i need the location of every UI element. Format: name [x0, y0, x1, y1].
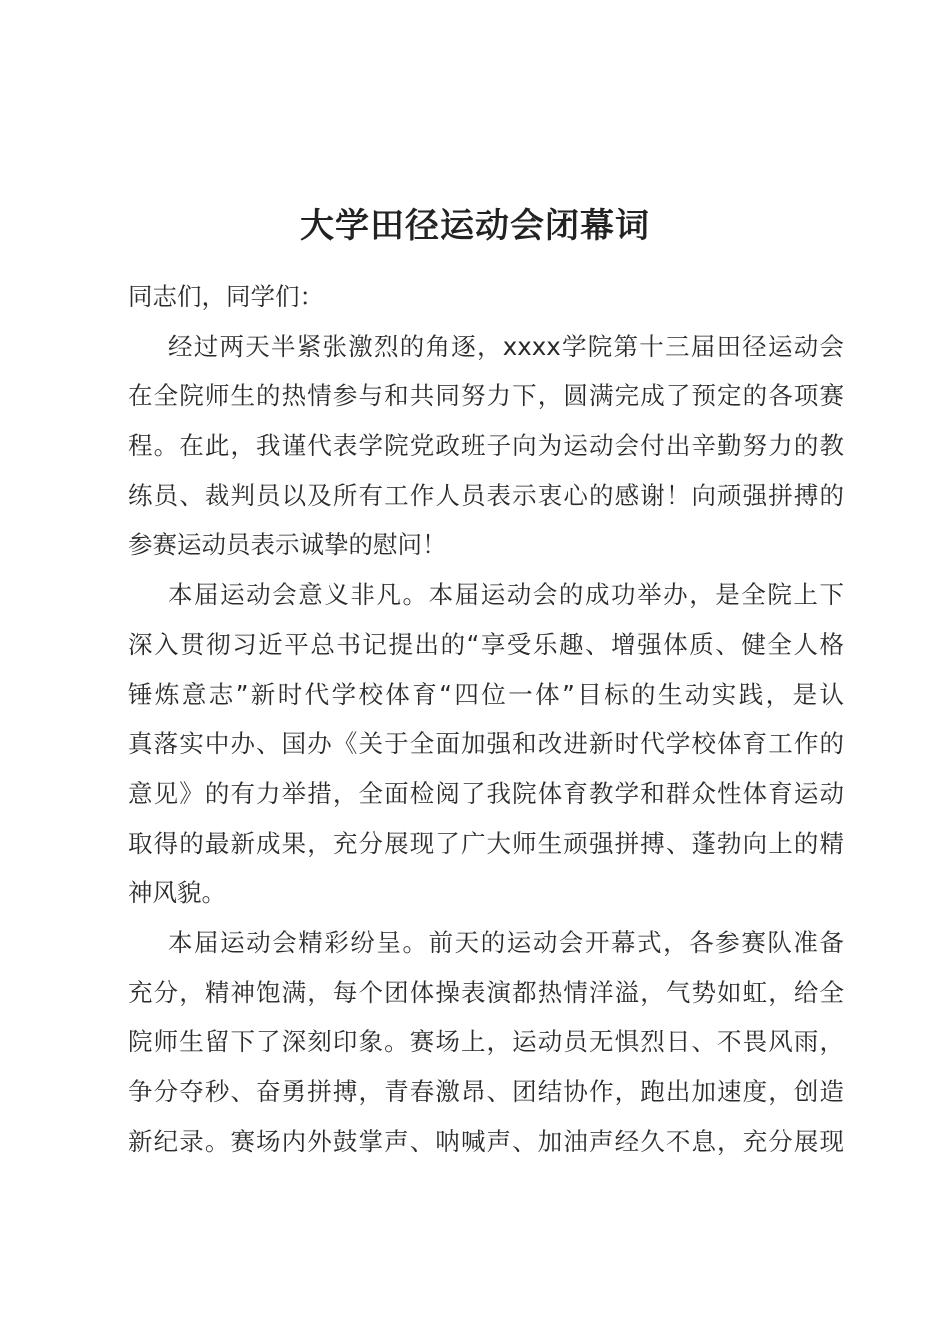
paragraph-1-line-3: 程。在此，我谨代表学院党政班子向为运动会付出辛勤努力的教	[128, 431, 844, 461]
paragraph-3-line-2: 充分，精神饱满，每个团体操表演都热情洋溢，气势如虹，给全	[128, 977, 844, 1007]
paragraph-2-line-2: 深入贯彻习近平总书记提出的“享受乐趣、增强体质、健全人格	[128, 629, 844, 659]
paragraph-1-line-5: 参赛运动员表示诚挚的慰问！	[128, 530, 447, 560]
paragraph-3-line-4: 争分夺秒、奋勇拼搏，青春激昂、团结协作，跑出加速度，创造	[128, 1077, 844, 1106]
document-body	[128, 272, 844, 1166]
paragraph-2-line-7: 神风貌。	[128, 878, 226, 908]
paragraph-1-line-1: 经过两天半紧张激烈的角逐，xxxx学院第十三届田径运动会	[168, 331, 844, 361]
paragraph-2-line-4: 真落实中办、国办《关于全面加强和改进新时代学校体育工作的	[128, 729, 844, 759]
paragraph-2-line-1: 本届运动会意义非凡。本届运动会的成功举办，是全院上下	[168, 580, 844, 610]
paragraph-2-line-6: 取得的最新成果，充分展现了广大师生顽强拼搏、蓬勃向上的精	[128, 828, 844, 858]
paragraph-2-line-3: 锤炼意志”新时代学校体育“四位一体”目标的生动实践，是认	[128, 679, 844, 709]
paragraph-2-line-5: 意见》的有力举措，全面检阅了我院体育教学和群众性体育运动	[128, 778, 844, 808]
document-title: 大学田径运动会闭幕词	[300, 206, 650, 246]
paragraph-1-line-2: 在全院师生的热情参与和共同努力下，圆满完成了预定的各项赛	[128, 381, 844, 411]
paragraph-1-line-4: 练员、裁判员以及所有工作人员表示衷心的感谢！向顽强拼搏的	[128, 480, 844, 510]
paragraph-3-line-1: 本届运动会精彩纷呈。前天的运动会开幕式，各参赛队准备	[168, 927, 844, 957]
paragraph-3-line-5: 新纪录。赛场内外鼓掌声、呐喊声、加油声经久不息，充分展现	[128, 1126, 844, 1156]
salutation-line: 同志们，同学们：	[128, 282, 324, 311]
paragraph-3-line-3: 院师生留下了深刻印象。赛场上，运动员无惧烈日、不畏风雨，	[128, 1027, 844, 1057]
